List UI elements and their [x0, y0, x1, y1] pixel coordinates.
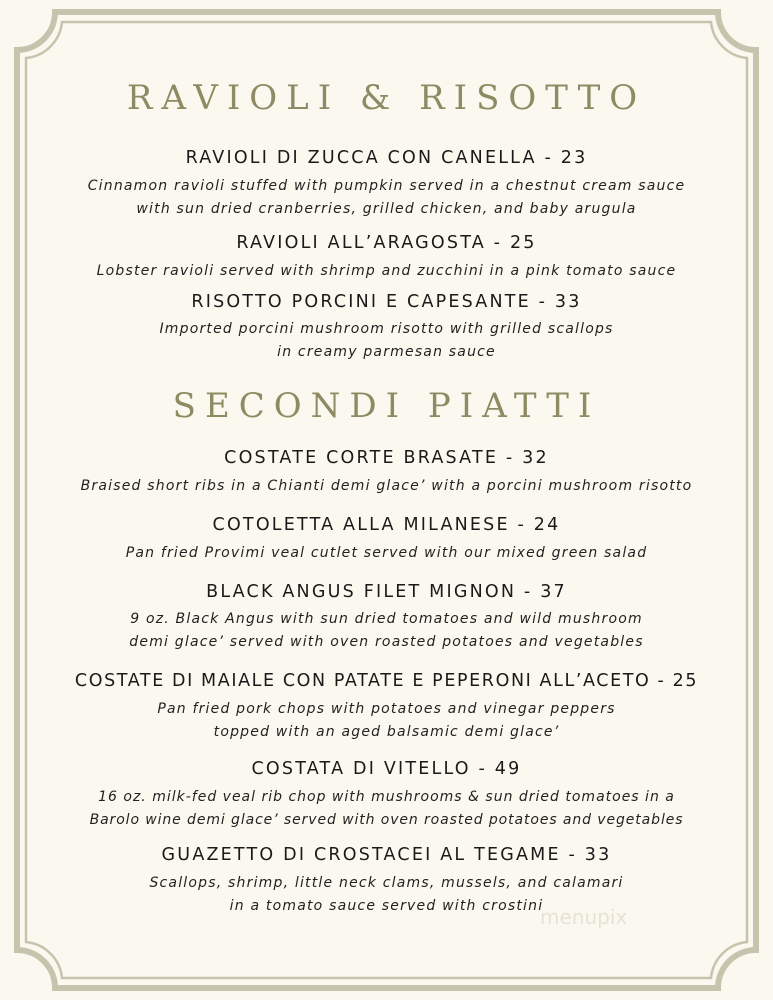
menu-item-description: in creamy parmesan sauce	[277, 344, 496, 360]
menu-item-description: Barolo wine demi glace’ served with oven roasted potatoes and vegetables	[89, 812, 684, 828]
watermark-logo: menupix	[540, 905, 628, 929]
menu-item-name: COSTATA DI VITELLO - 49	[251, 759, 522, 779]
menu-item-description: topped with an aged balsamic demi glace’	[213, 724, 560, 740]
menu-item-description: Cinnamon ravioli stuffed with pumpkin served in a chestnut cream sauce	[87, 178, 686, 194]
menu-item-description: 9 oz. Black Angus with sun dried tomatoes and wild mushroom	[130, 611, 643, 627]
menu-item-name: RISOTTO PORCINI E CAPESANTE - 33	[191, 292, 582, 312]
menu-item-description: Pan fried Provimi veal cutlet served with our mixed green salad	[125, 545, 648, 561]
menu-item-description: Lobster ravioli served with shrimp and zucchini in a pink tomato sauce	[96, 263, 677, 279]
menu-item-description: Pan fried pork chops with potatoes and vinegar peppers	[157, 701, 616, 717]
section-title-secondi-piatti: SECONDI PIATTI	[172, 386, 601, 426]
menu-item-description: 16 oz. milk-fed veal rib chop with mushrooms & sun dried tomatoes in a	[98, 789, 675, 805]
menu-item-name: RAVIOLI DI ZUCCA CON CANELLA - 23	[185, 148, 588, 168]
menu-item-name: COSTATE DI MAIALE CON PATATE E PEPERONI ALL’ACETO - 25	[74, 671, 699, 691]
menu-item-name: BLACK ANGUS FILET MIGNON - 37	[206, 582, 567, 602]
menu-item-description: Braised short ribs in a Chianti demi glace’ with a porcini mushroom risotto	[80, 478, 693, 494]
menu-item-description: in a tomato sauce served with crostini	[229, 898, 544, 914]
menu-item-description: demi glace’ served with oven roasted potatoes and vegetables	[129, 634, 644, 650]
menu-item-name: COSTATE CORTE BRASATE - 32	[224, 448, 549, 468]
menu-item-description: with sun dried cranberries, grilled chicken, and baby arugula	[136, 201, 637, 217]
menu-item-name: COTOLETTA ALLA MILANESE - 24	[212, 515, 561, 535]
menu-item-description: Imported porcini mushroom risotto with grilled scallops	[159, 321, 614, 337]
section-title-ravioli-risotto: RAVIOLI & RISOTTO	[126, 78, 647, 118]
menu-item-name: GUAZETTO DI CROSTACEI AL TEGAME - 33	[161, 845, 612, 865]
menu-item-description: Scallops, shrimp, little neck clams, mussels, and calamari	[149, 875, 624, 891]
menu-item-name: RAVIOLI ALL’ARAGOSTA - 25	[236, 233, 537, 253]
